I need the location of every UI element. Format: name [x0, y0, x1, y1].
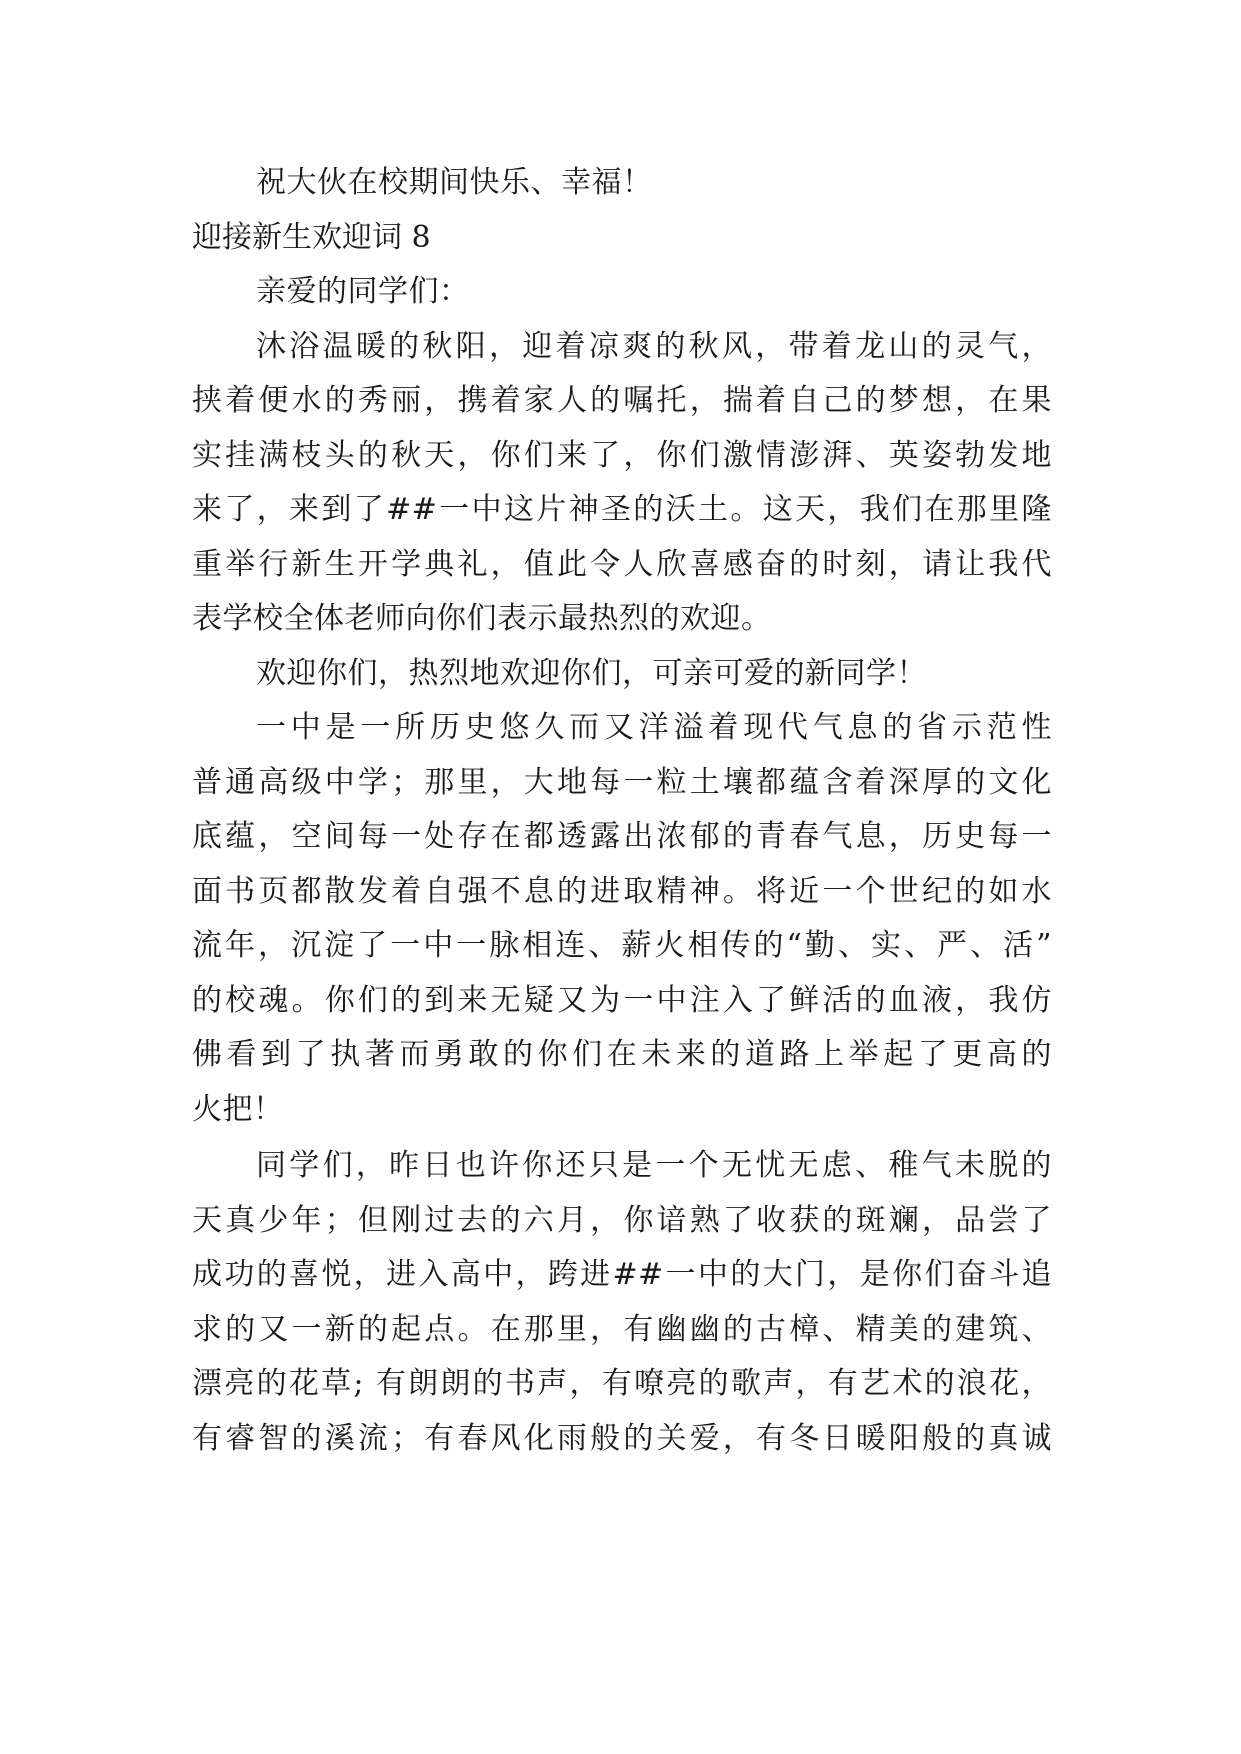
text-line: 重举行新生开学典礼，值此令人欣喜感奋的时刻，请让我代	[192, 546, 1052, 582]
section-heading: 迎接新生欢迎词 8	[192, 219, 431, 255]
text-line: 来了，来到了##一中这片神圣的沃土。这天，我们在那里隆	[192, 492, 1052, 527]
text-line: 欢迎你们，热烈地欢迎你们，可亲可爱的新同学！	[256, 655, 927, 691]
text-line: 有睿智的溪流；有春风化雨般的关爱，有冬日暖阳般的真诚	[192, 1420, 1052, 1456]
text-line: 漂亮的花草; 有朗朗的书声，有嘹亮的歌声，有艺术的浪花，	[192, 1366, 1052, 1401]
text-line: 的校魂。你们的到来无疑又为一中注入了鲜活的血液，我仿	[192, 982, 1052, 1018]
text-line: 底蕴，空间每一处存在都透露出浓郁的青春气息，历史每一	[192, 819, 1052, 854]
text-line: 成功的喜悦，进入高中，跨进##一中的大门，是你们奋斗追	[192, 1257, 1052, 1292]
closing-line: 祝大伙在校期间快乐、幸福！	[256, 165, 653, 200]
paragraph	[192, 320, 1052, 647]
text-line: 面书页都散发着自强不息的进取精神。将近一个世纪的如水	[192, 873, 1052, 909]
paragraph	[192, 701, 1052, 1137]
text-line: 表学校全体老师向你们表示最热烈的欢迎。	[192, 601, 772, 636]
paragraph	[192, 647, 1052, 702]
text-line: 沐浴温暖的秋阳，迎着凉爽的秋风，带着龙山的灵气，	[256, 328, 1052, 364]
text-line: 挟着便水的秀丽，携着家人的嘱托，揣着自己的梦想，在果	[192, 383, 1052, 418]
paragraph	[192, 1139, 1052, 1466]
document-body	[192, 156, 1052, 1466]
text-line: 求的又一新的起点。在那里，有幽幽的古樟、精美的建筑、	[192, 1311, 1052, 1347]
text-line: 实挂满枝头的秋天，你们来了，你们激情澎湃、英姿勃发地	[192, 437, 1052, 473]
text-line: 同学们，昨日也许你还只是一个无忧无虑、稚气未脱的	[256, 1148, 1052, 1183]
text-line: 火把！	[192, 1091, 284, 1127]
text-line: 普通高级中学；那里，大地每一粒土壤都蕴含着深厚的文化	[192, 764, 1052, 800]
salutation: 亲爱的同学们：	[256, 274, 470, 309]
text-line: 天真少年；但刚过去的六月，你谙熟了收获的斑斓，品尝了	[192, 1202, 1052, 1238]
text-line: 佛看到了执著而勇敢的你们在未来的道路上举起了更高的	[192, 1037, 1052, 1072]
text-line: 一中是一所历史悠久而又洋溢着现代气息的省示范性	[256, 710, 1052, 745]
text-line: 流年，沉淀了一中一脉相连、薪火相传的“勤、实、严、活”	[192, 928, 1052, 963]
